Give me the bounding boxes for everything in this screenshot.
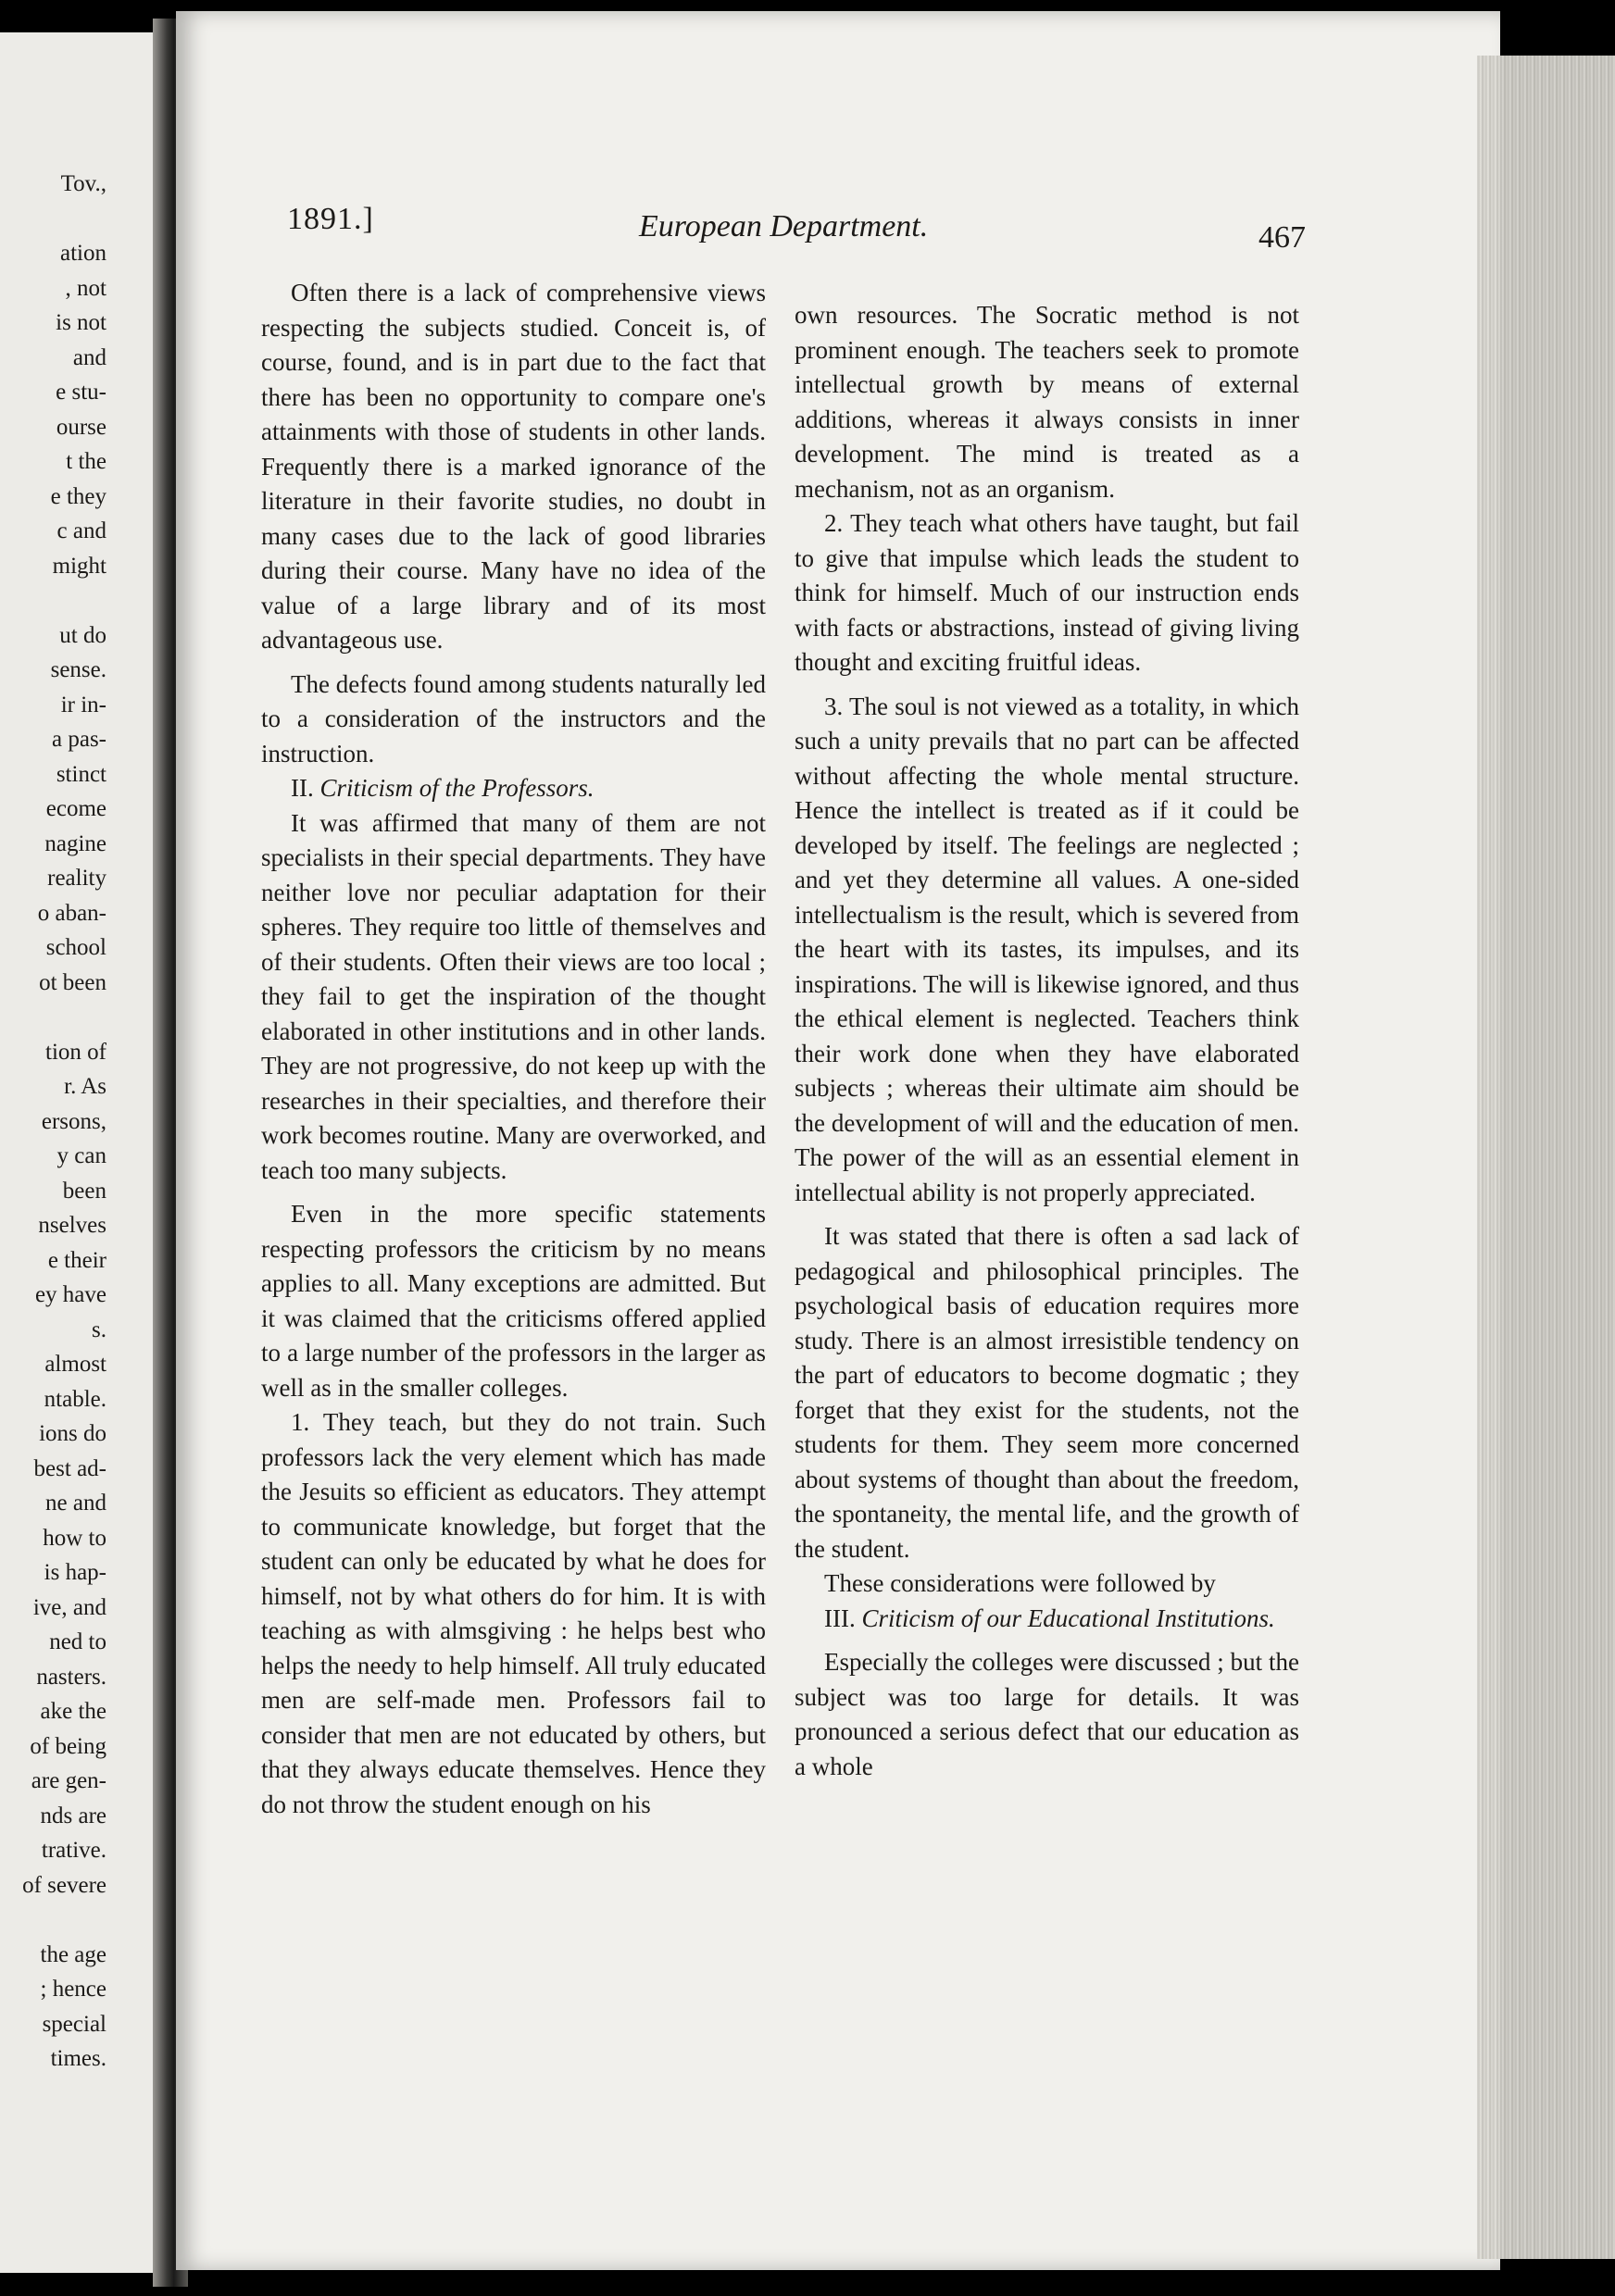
left-fragment-line: school xyxy=(45,935,106,960)
left-fragment-line: tion of xyxy=(45,1039,106,1065)
left-fragment-line: best ad- xyxy=(33,1455,106,1481)
paragraph: 3. The soul is not viewed as a totality, in which such a unity prevails that no part can be affected without affecting the whole mental structure. Hence the intellect is treated as if it could be developed by itself. The feelings are neglected ; and yet they determine all values. A one-sided intellectualism is the result, which is severed from the heart with its tastes, its impulses, and its inspirations. The will is likewise ignored, and thus the ethical element is neglected. Teachers think their work done when they have elaborated subjects ; whereas their ultimate aim should be the development of will and the education of men. The power of the will as an essential element in intellectual ability is not properly appreciated. xyxy=(795,692,1299,1206)
left-fragment-line: is not xyxy=(56,310,106,335)
running-head xyxy=(278,194,1306,255)
paragraph: Even in the more specific statements respecting professors the criticism by no means applies to all. Many exceptions are admitted. But it was claimed that the criticisms offered applied to a large number of the professors in the larger as well as in the smaller colleges. xyxy=(261,1200,766,1402)
paragraph: Especially the colleges were discussed ; but the subject was too large for details. It was pronounced a serious defect that our education as a whole xyxy=(795,1648,1299,1780)
left-fragment-line xyxy=(0,1903,106,1938)
left-fragment-line xyxy=(0,202,106,237)
left-fragment-line: ey have xyxy=(34,1282,106,1307)
paragraph: It was affirmed that many of them are not specialists in their special departments. They have neither love nor peculiar adaptation for their spheres. They require too little of themselves and of their students. Often their views are too local ; they fail to get the inspiration of the thought elaborated in other institutions and in other lands. They are not progressive, do not keep up with the researches in their specialties, and therefore their work becomes routine. Many are overworked, and teach too many subjects. xyxy=(261,808,766,1184)
left-fragment-line: the age xyxy=(40,1941,106,1967)
left-fragment-line: ake the xyxy=(40,1699,106,1724)
section-title: Criticism of the Professors. xyxy=(319,774,595,802)
left-fragment-line: nds are xyxy=(40,1803,106,1828)
paragraph: The defects found among students naturally led to a consideration of the instructors and the instruction. xyxy=(261,669,766,767)
left-fragment-line: is hap- xyxy=(44,1560,106,1585)
left-fragment-line: ecome xyxy=(45,796,106,821)
paragraph: Often there is a lack of comprehensive views respecting the subjects studied. Conceit is, of course, found, and is in part due to the fact that there has been no opportunity to compare one's attainments with those of students in other lands. Frequently there is a marked ignorance of the literature in their favorite studies, no doubt in many cases due to the lack of good libraries during their course. Many have no idea of the value of a large library and of its most advantageous use. xyxy=(261,279,766,654)
left-fragment-line: ions do xyxy=(39,1421,106,1446)
left-fragment-line: r. As xyxy=(64,1074,106,1099)
page-edges xyxy=(1477,56,1615,2259)
left-fragment-line: o aban- xyxy=(37,900,106,926)
section-number: III. xyxy=(824,1603,856,1632)
left-fragment-line: might xyxy=(52,553,106,579)
paragraph: 1. They teach, but they do not train. Such professors lack the very element which has made the Jesuits so efficient as educators. They attempt to communicate knowledge, but forget that the student can only be educated by what he does for himself, not by what others do for him. It is with teaching as with almsgiving : he helps best who helps the needy to help himself. All truly educated men are self-made men. Professors fail to consider that men are not educated by others, but that they always educate themselves. Hence they do not throw the student enough on his xyxy=(261,1408,766,1818)
left-fragment-line: e their xyxy=(47,1247,106,1273)
paragraph: 2. They teach what others have taught, but fail to give that impulse which leads the student to think for himself. Much of our instruction ends with facts or abstractions, instead of giving living thought and exciting fruitful ideas. xyxy=(795,509,1299,676)
left-fragment-line: of being xyxy=(30,1733,106,1759)
section-number: II. xyxy=(291,774,314,802)
left-fragment-line: s. xyxy=(92,1316,106,1342)
header-title: European Department. xyxy=(639,209,929,243)
left-fragment-line: , not xyxy=(65,275,106,301)
left-fragment-line: nasters. xyxy=(36,1664,106,1690)
left-fragment-line: stinct xyxy=(56,761,106,787)
text-column-right xyxy=(795,298,1299,1784)
left-fragment-line: ersons, xyxy=(41,1108,106,1134)
paragraph: own resources. The Socratic method is not prominent enough. The teachers seek to promote intellectual growth by means of external additions, whereas it always consists in inner development. The mind is treated as a mechanism, not as an organism. xyxy=(795,301,1299,503)
left-fragment-line: t the xyxy=(66,449,106,474)
left-fragment-line: ne and xyxy=(45,1491,106,1516)
left-fragment-line: been xyxy=(62,1178,106,1204)
left-fragment-line: y can xyxy=(56,1143,106,1168)
left-fragment-line: and xyxy=(72,344,106,370)
left-fragment-line: ntable. xyxy=(44,1386,106,1412)
left-fragment-line: how to xyxy=(43,1525,106,1551)
left-fragment-line: reality xyxy=(47,866,106,891)
left-fragment-line: ; hence xyxy=(40,1977,106,2002)
section-heading xyxy=(261,771,766,806)
page-number: 467 xyxy=(1258,220,1306,255)
left-fragment-line: almost xyxy=(44,1352,106,1377)
left-fragment-line: ive, and xyxy=(32,1594,106,1620)
left-fragment-line: ourse xyxy=(56,414,106,440)
text-column-left xyxy=(261,276,766,1822)
left-fragment-line: ation xyxy=(60,241,106,266)
left-fragment-line: e stu- xyxy=(56,380,106,405)
left-fragment-line: nagine xyxy=(44,830,106,856)
section-title: Criticism of our Educational Institutions. xyxy=(861,1603,1275,1632)
section-heading xyxy=(795,1602,1299,1637)
left-fragment-line: ir in- xyxy=(60,692,106,718)
left-fragment-line: c and xyxy=(56,518,106,543)
paragraph: These considerations were followed by xyxy=(824,1569,1216,1597)
left-fragment-line: sense. xyxy=(50,657,106,682)
left-fragment-line: times. xyxy=(50,2046,106,2071)
left-fragment-line: trative. xyxy=(41,1838,106,1863)
paragraph: It was stated that there is often a sad lack of pedagogical and philosophical principles. The psychological basis of education requires more study. There is an almost irresistible tendency on the part of educators to become dogmatic ; they forget that they exist for the students, not the students for them. They seem more concerned about systems of thought than about the freedom, the spontaneity, the mental life, and the growth of the student. xyxy=(795,1222,1299,1563)
left-fragment-line xyxy=(0,1000,106,1035)
left-fragment-line xyxy=(0,583,106,618)
left-fragment-line: a pas- xyxy=(52,727,106,752)
left-fragment-line: e they xyxy=(50,483,106,509)
header-year: 1891.] xyxy=(287,202,374,236)
left-fragment-line: ot been xyxy=(39,969,106,995)
left-fragment-line: Tov., xyxy=(60,171,106,196)
left-fragment-line: nselves xyxy=(38,1213,106,1238)
left-fragment-line: special xyxy=(42,2011,106,2037)
left-fragment-line: ned to xyxy=(49,1629,106,1654)
left-fragment-line: of severe xyxy=(22,1872,106,1898)
left-page-text-fragments xyxy=(0,167,106,2077)
left-fragment-line: are gen- xyxy=(31,1768,106,1793)
left-fragment-line: ut do xyxy=(59,622,106,648)
